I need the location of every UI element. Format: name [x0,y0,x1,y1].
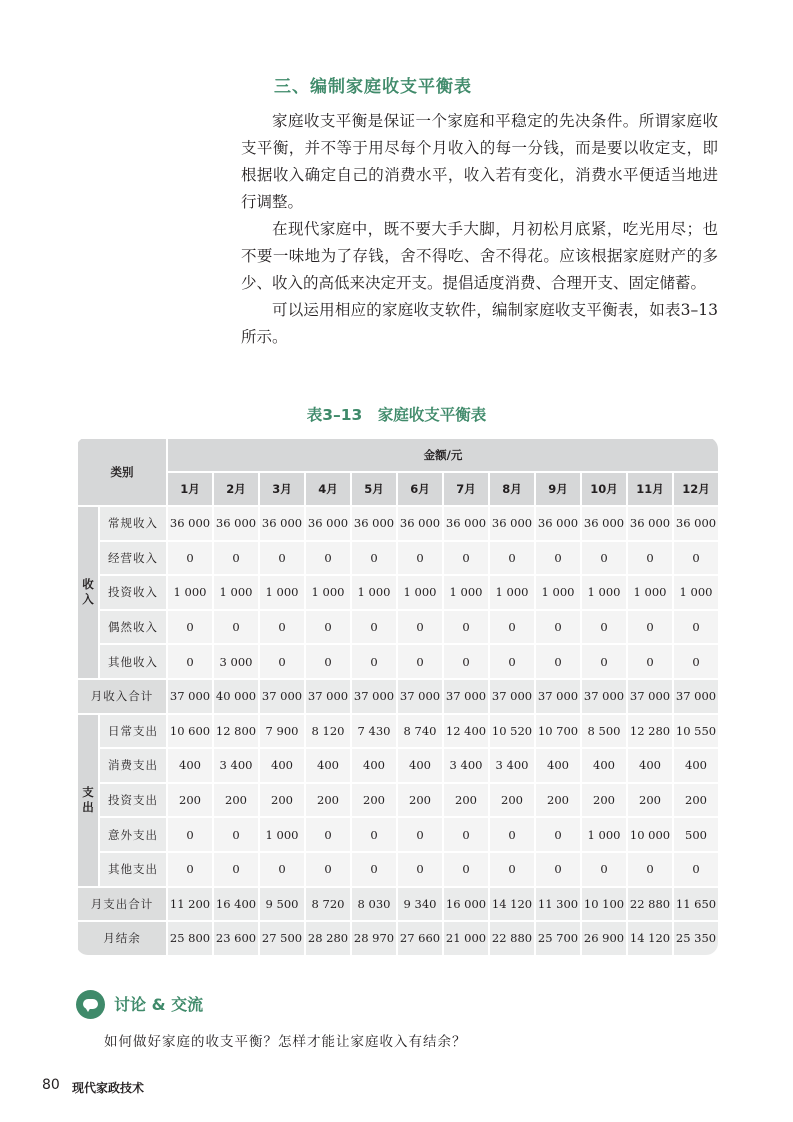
table-cell: 0 [397,610,443,645]
table-cell: 1 000 [305,575,351,610]
table-title: 表3–13 家庭收支平衡表 [306,406,487,424]
table-cell: 37 000 [397,679,443,714]
speech-bubble-icon [76,990,105,1019]
table-cell: 0 [213,610,259,645]
table-cell: 37 000 [581,679,627,714]
table-cell: 0 [673,644,718,679]
table-cell: 27 500 [259,921,305,955]
table-cell: 0 [443,610,489,645]
row-label: 投资收入 [99,575,167,610]
table-cell: 25 350 [673,921,718,955]
table-cell: 0 [351,610,397,645]
table-cell: 1 000 [397,575,443,610]
row-label: 偶然收入 [99,610,167,645]
table-cell: 0 [489,610,535,645]
summary-row [77,921,718,955]
table-cell: 0 [259,852,305,887]
table-cell: 0 [535,541,581,576]
table-cell: 1 000 [213,575,259,610]
table-cell: 0 [351,644,397,679]
table-cell: 0 [535,644,581,679]
table-cell: 1 000 [351,575,397,610]
table-cell: 10 550 [673,714,718,749]
month-header: 11月 [627,472,673,506]
table-cell: 200 [443,783,489,818]
table-cell: 28 280 [305,921,351,955]
amount-header: 金额/元 [167,438,718,472]
table-cell: 0 [627,852,673,887]
row-label: 消费支出 [99,748,167,783]
group-label: 支出 [77,714,99,887]
table-cell: 37 000 [443,679,489,714]
discussion-title: 讨论 & 交流 [114,995,204,1014]
page-number: 80 [42,1077,60,1093]
table-cell: 0 [443,852,489,887]
table-cell: 16 000 [443,887,489,922]
paragraph-2: 在现代家庭中，既不要大手大脚，月初松月底紧，吃光用尽；也不要一味地为了存钱，舍不得吃、舍不得花。应该根据家庭财产的多少、收入的高低来决定开支。提倡适度消费、合理开支、固定储蓄。 [241,220,718,292]
row-label: 月支出合计 [77,887,167,922]
table-cell: 1 000 [673,575,718,610]
paragraph-1: 家庭收支平衡是保证一个家庭和平稳定的先决条件。所谓家庭收支平衡，并不等于用尽每个月收入的每一分钱，而是要以收定支，即根据收入确定自己的消费水平，收入若有变化，消费水平便适当地进行调整。 [241,112,718,211]
table-cell: 1 000 [167,575,213,610]
row-label: 意外支出 [99,817,167,852]
table-cell: 8 740 [397,714,443,749]
table-cell: 0 [673,541,718,576]
table-cell: 200 [167,783,213,818]
table-cell: 37 000 [673,679,718,714]
table-row [77,748,718,783]
summary-row [77,679,718,714]
month-header: 2月 [213,472,259,506]
table-cell: 10 100 [581,887,627,922]
row-label: 其他支出 [99,852,167,887]
table-cell: 36 000 [167,506,213,541]
table-row [77,610,718,645]
table-cell: 37 000 [259,679,305,714]
table-cell: 0 [397,644,443,679]
table-cell: 200 [305,783,351,818]
table-cell: 7 900 [259,714,305,749]
table-cell: 0 [305,852,351,887]
table-cell: 11 300 [535,887,581,922]
table-cell: 1 000 [489,575,535,610]
table-row [77,644,718,679]
table-cell: 11 650 [673,887,718,922]
table-cell: 200 [627,783,673,818]
table-cell: 0 [489,852,535,887]
table-cell: 0 [673,852,718,887]
table-cell: 12 800 [213,714,259,749]
table-cell: 500 [673,817,718,852]
month-header: 6月 [397,472,443,506]
budget-table [76,437,718,955]
month-header: 9月 [535,472,581,506]
table-cell: 400 [397,748,443,783]
row-label: 常规收入 [99,506,167,541]
table-cell: 3 400 [489,748,535,783]
table-cell: 0 [489,817,535,852]
month-header: 12月 [673,472,718,506]
table-cell: 0 [397,852,443,887]
table-cell: 3 000 [213,644,259,679]
table-cell: 0 [213,852,259,887]
table-cell: 36 000 [581,506,627,541]
table-cell: 200 [213,783,259,818]
table-cell: 36 000 [213,506,259,541]
month-header: 3月 [259,472,305,506]
row-label: 投资支出 [99,783,167,818]
table-cell: 0 [167,852,213,887]
table-cell: 0 [489,541,535,576]
table-cell: 400 [535,748,581,783]
table-cell: 0 [397,541,443,576]
row-label: 月收入合计 [77,679,167,714]
discussion-question: 如何做好家庭的收支平衡？怎样才能让家庭收入有结余？ [104,1034,467,1050]
table-cell: 36 000 [627,506,673,541]
category-header: 类别 [77,438,167,506]
section-title: 三、编制家庭收支平衡表 [274,77,472,97]
table-cell: 200 [673,783,718,818]
table-cell: 400 [167,748,213,783]
budget-table-container [76,437,718,955]
table-cell: 200 [259,783,305,818]
table-cell: 10 000 [627,817,673,852]
summary-row [77,887,718,922]
table-cell: 200 [489,783,535,818]
table-cell: 36 000 [443,506,489,541]
table-cell: 400 [351,748,397,783]
table-cell: 7 430 [351,714,397,749]
table-cell: 1 000 [443,575,489,610]
table-cell: 400 [581,748,627,783]
table-cell: 0 [167,610,213,645]
table-cell: 37 000 [305,679,351,714]
month-header: 5月 [351,472,397,506]
table-cell: 40 000 [213,679,259,714]
table-cell: 0 [213,817,259,852]
table-cell: 37 000 [627,679,673,714]
table-cell: 22 880 [627,887,673,922]
table-row [77,817,718,852]
table-cell: 10 700 [535,714,581,749]
table-cell: 0 [259,541,305,576]
table-cell: 0 [397,817,443,852]
table-cell: 400 [673,748,718,783]
book-title: 现代家政技术 [72,1081,145,1095]
table-cell: 200 [535,783,581,818]
table-cell: 0 [627,541,673,576]
header-row-amount [77,438,718,472]
table-cell: 21 000 [443,921,489,955]
table-cell: 9 340 [397,887,443,922]
table-cell: 36 000 [673,506,718,541]
table-cell: 0 [443,817,489,852]
table-cell: 0 [627,610,673,645]
table-body [77,438,718,955]
table-cell: 0 [535,817,581,852]
row-label: 经营收入 [99,541,167,576]
month-header: 8月 [489,472,535,506]
table-cell: 0 [581,541,627,576]
table-cell: 1 000 [581,575,627,610]
table-cell: 23 600 [213,921,259,955]
month-header: 10月 [581,472,627,506]
table-cell: 10 520 [489,714,535,749]
table-cell: 0 [351,817,397,852]
table-cell: 37 000 [351,679,397,714]
table-row [77,783,718,818]
table-cell: 25 800 [167,921,213,955]
table-row [77,506,718,541]
table-cell: 36 000 [351,506,397,541]
table-row [77,541,718,576]
table-cell: 37 000 [489,679,535,714]
body-text [241,108,718,351]
table-cell: 0 [581,644,627,679]
table-cell: 1 000 [627,575,673,610]
table-cell: 0 [167,817,213,852]
table-cell: 0 [443,541,489,576]
table-cell: 12 280 [627,714,673,749]
table-cell: 12 400 [443,714,489,749]
table-cell: 3 400 [443,748,489,783]
table-cell: 36 000 [489,506,535,541]
month-header: 7月 [443,472,489,506]
table-cell: 0 [167,541,213,576]
row-label: 月结余 [77,921,167,955]
table-cell: 200 [351,783,397,818]
table-cell: 28 970 [351,921,397,955]
table-cell: 0 [167,644,213,679]
table-cell: 14 120 [627,921,673,955]
row-label: 其他收入 [99,644,167,679]
table-cell: 8 720 [305,887,351,922]
table-cell: 0 [489,644,535,679]
table-cell: 11 200 [167,887,213,922]
table-cell: 400 [305,748,351,783]
table-cell: 14 120 [489,887,535,922]
table-cell: 1 000 [535,575,581,610]
month-header: 4月 [305,472,351,506]
table-cell: 0 [305,541,351,576]
table-cell: 37 000 [535,679,581,714]
table-cell: 0 [581,610,627,645]
table-cell: 200 [397,783,443,818]
table-cell: 0 [213,541,259,576]
table-cell: 0 [259,610,305,645]
table-cell: 400 [259,748,305,783]
table-cell: 8 030 [351,887,397,922]
table-cell: 1 000 [581,817,627,852]
table-row [77,575,718,610]
table-cell: 0 [443,644,489,679]
table-cell: 0 [305,610,351,645]
table-cell: 36 000 [259,506,305,541]
table-cell: 400 [627,748,673,783]
table-cell: 36 000 [305,506,351,541]
table-cell: 9 500 [259,887,305,922]
table-cell: 3 400 [213,748,259,783]
table-cell: 0 [351,852,397,887]
table-cell: 27 660 [397,921,443,955]
table-cell: 8 120 [305,714,351,749]
header-row-months [77,472,718,506]
table-cell: 22 880 [489,921,535,955]
table-cell: 0 [259,644,305,679]
table-row [77,714,718,749]
group-label: 收入 [77,506,99,679]
table-row [77,852,718,887]
table-cell: 1 000 [259,575,305,610]
table-cell: 0 [305,644,351,679]
table-cell: 0 [351,541,397,576]
table-cell: 36 000 [397,506,443,541]
table-cell: 26 900 [581,921,627,955]
table-cell: 8 500 [581,714,627,749]
table-cell: 0 [581,852,627,887]
table-cell: 200 [581,783,627,818]
table-cell: 0 [627,644,673,679]
table-cell: 1 000 [259,817,305,852]
table-cell: 36 000 [535,506,581,541]
table-cell: 0 [535,852,581,887]
month-header: 1月 [167,472,213,506]
table-cell: 0 [673,610,718,645]
table-cell: 0 [535,610,581,645]
table-cell: 37 000 [167,679,213,714]
table-cell: 16 400 [213,887,259,922]
table-cell: 25 700 [535,921,581,955]
paragraph-3: 可以运用相应的家庭收支软件，编制家庭收支平衡表，如表3–13所示。 [241,301,718,346]
row-label: 日常支出 [99,714,167,749]
table-cell: 10 600 [167,714,213,749]
table-cell: 0 [305,817,351,852]
